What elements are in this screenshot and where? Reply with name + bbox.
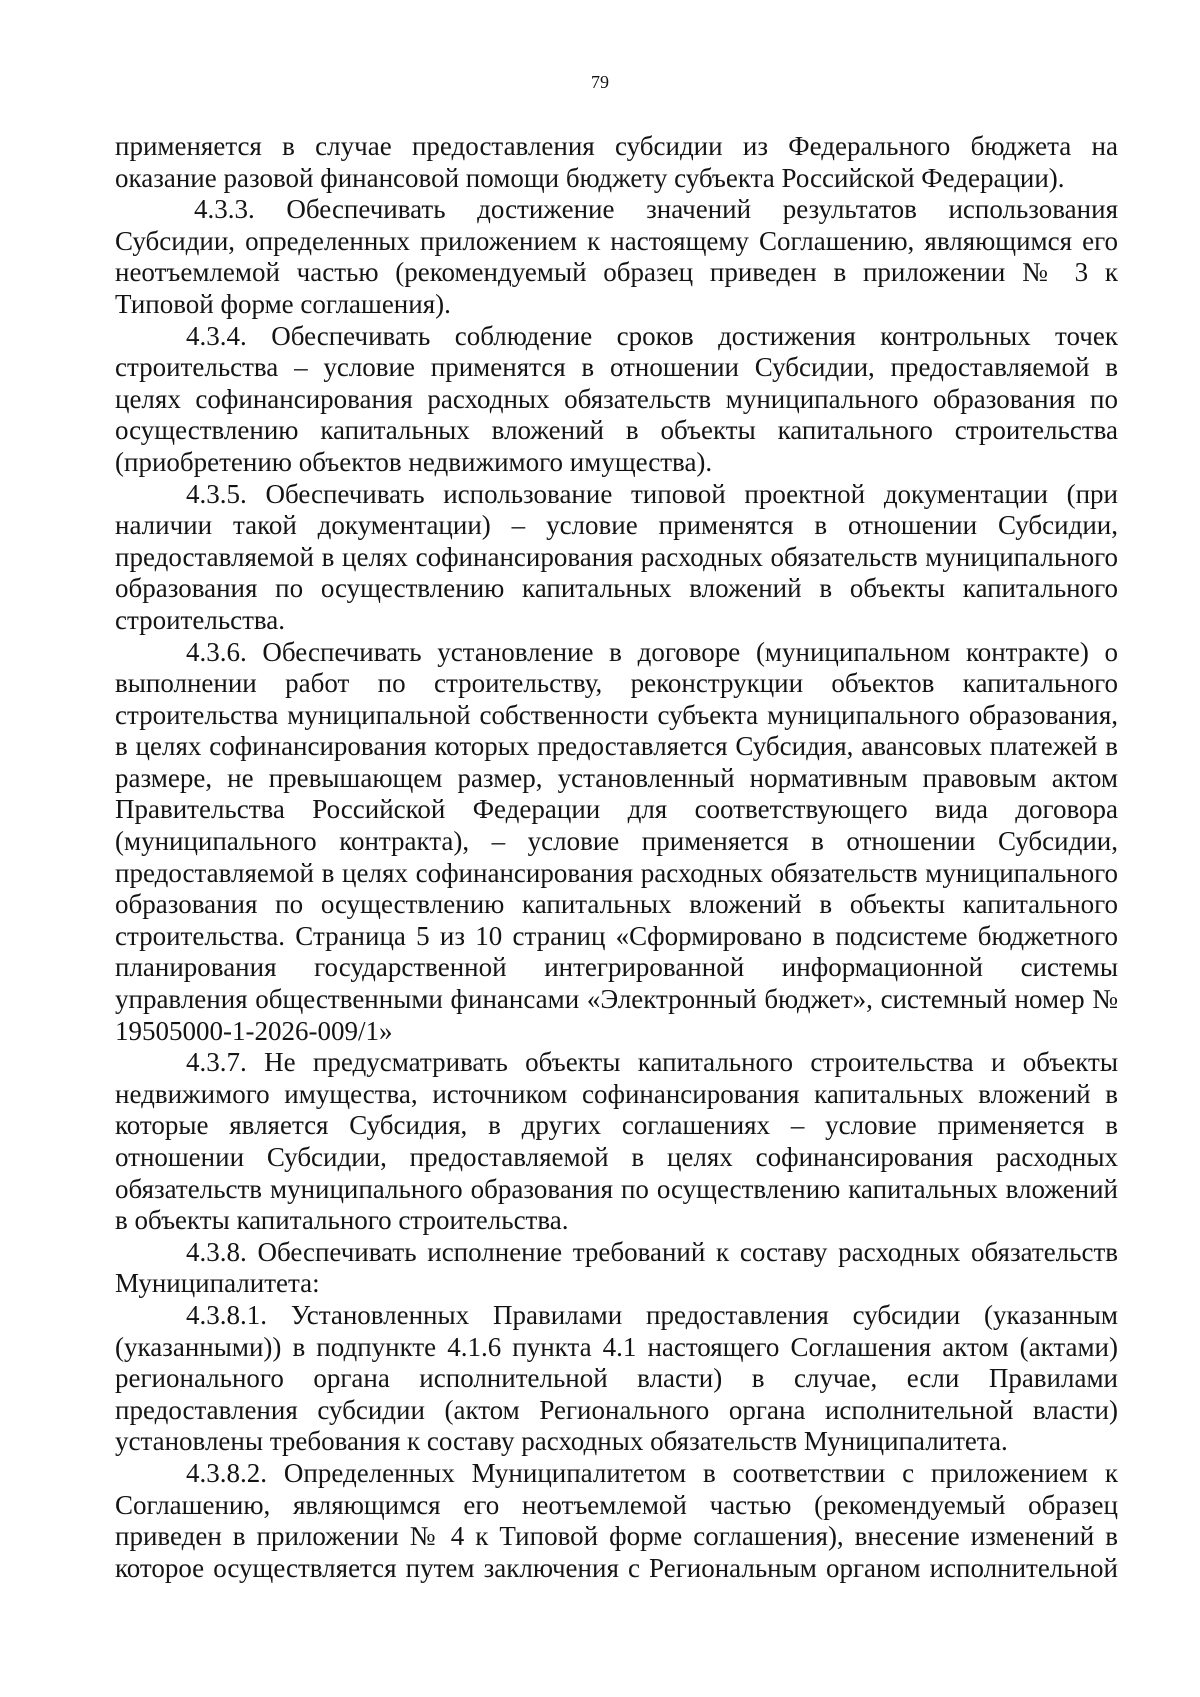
paragraph-4-3-4: 4.3.4. Обеспечивать соблюдение сроков достижения контрольных точек строительства – условие применятся в отношении Субсидии, предоставляемой в целях софинансирования расходных обязательств муниципального образования по осуществлению капитальных вложений в объекты капитального строительства (приобретению объектов недвижимого имущества).	[115, 320, 1118, 477]
paragraph-4-3-8-2: 4.3.8.2. Определенных Муниципалитетом в соответствии с приложением к Соглашению, являющимся его неотъемлемой частью (рекомендуемый образец приведен в приложении № 4 к Типовой форме соглашения), внесение изменений в которое осуществляется путем заключения с Региональным органом исполнительной	[115, 1457, 1118, 1583]
document-body	[115, 131, 1118, 1584]
paragraph-4-3-6: 4.3.6. Обеспечивать установление в договоре (муниципальном контракте) о выполнении работ по строительству, реконструкции объектов капитального строительства муниципальной собственности субъекта муниципального образования, в целях софинансирования которых предоставляется Субсидия, авансовых платежей в размере, не превышающем размер, установленный нормативным правовым актом Правительства Российской Федерации для соответствующего вида договора (муниципального контракта), – условие применяется в отношении Субсидии, предоставляемой в целях софинансирования расходных обязательств муниципального образования по осуществлению капитальных вложений в объекты капитального строительства. Страница 5 из 10 страниц «Сформировано в подсистеме бюджетного планирования государственной интегрированной информационной системы управления общественными финансами «Электронный бюджет», системный номер № 19505000-1-2026-009/1»	[115, 636, 1118, 1046]
paragraph-continuation: применяется в случае предоставления субсидии из Федерального бюджета на оказание разовой финансовой помощи бюджету субъекта Российской Федерации).	[115, 131, 1118, 193]
paragraph-4-3-3: 4.3.3. Обеспечивать достижение значений результатов использования Субсидии, определенных приложением к настоящему Соглашению, являющимся его неотъемлемой частью (рекомендуемый образец приведен в приложении № 3 к Типовой форме соглашения).	[115, 194, 1118, 319]
paragraph-4-3-8: 4.3.8. Обеспечивать исполнение требований к составу расходных обязательств Муниципалитета:	[115, 1236, 1118, 1299]
page-number: 79	[591, 72, 609, 92]
paragraph-4-3-8-1: 4.3.8.1. Установленных Правилами предоставления субсидии (указанным (указанными)) в подпункте 4.1.6 пункта 4.1 настоящего Соглашения актом (актами) регионального органа исполнительной власти) в случае, если Правилами предоставления субсидии (актом Регионального органа исполнительной власти) установлены требования к составу расходных обязательств Муниципалитета.	[115, 1299, 1118, 1457]
paragraph-4-3-5: 4.3.5. Обеспечивать использование типовой проектной документации (при наличии такой документации) – условие применятся в отношении Субсидии, предоставляемой в целях софинансирования расходных обязательств муниципального образования по осуществлению капитальных вложений в объекты капитального строительства.	[115, 478, 1118, 635]
paragraph-4-3-7: 4.3.7. Не предусматривать объекты капитального строительства и объекты недвижимого имущества, источником софинансирования капитальных вложений в которые является Субсидия, в других соглашениях – условие применяется в отношении Субсидии, предоставляемой в целях софинансирования расходных обязательств муниципального образования по осуществлению капитальных вложений в объекты капитального строительства.	[115, 1047, 1118, 1236]
